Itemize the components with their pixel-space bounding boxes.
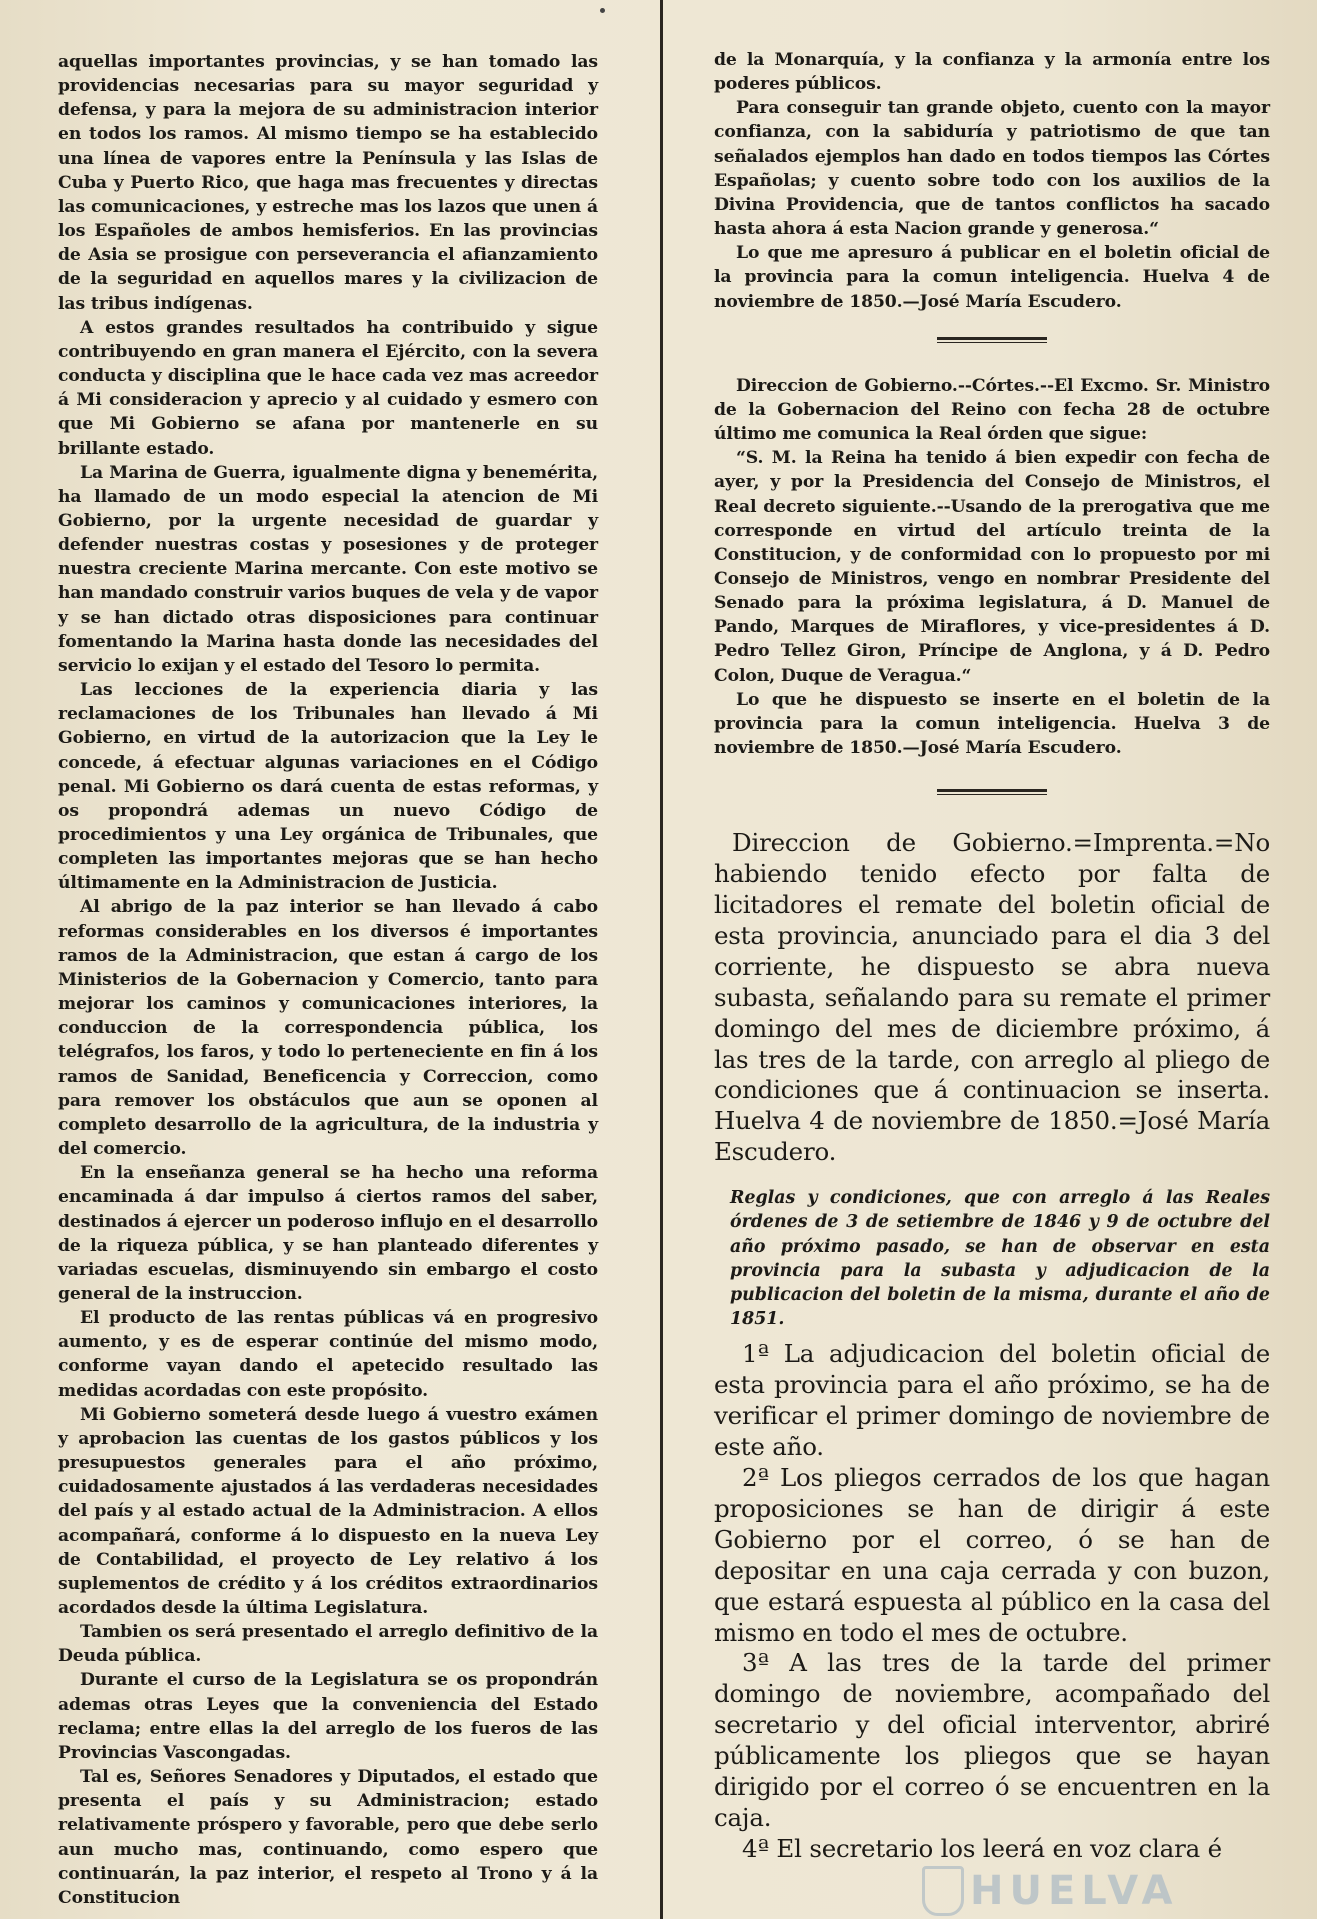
left-paragraph: Al abrigo de la paz interior se han llevado á cabo reformas considerables en los diversos é importantes ramos de la Administracion, que estan á cargo de los Ministerios de la Gobernacion y Comercio, tanto para mejorar los caminos y comunicaciones interiores, la conduccion de la correspondencia pública, los telégrafos, los faros, y todo lo perteneciente en fin á los ramos de Sanidad, Beneficencia y Correccion, como para remover los obstáculos que aun se oponen al completo desarrollo de la agricultura, de la industria y del comercio. <box>58 897 598 1160</box>
left-paragraph: Mi Gobierno someterá desde luego á vuestro exámen y aprobacion las cuentas de los gastos públicos y los presupuestos generales para el año próximo, cuidadosamente ajustados á las verdaderas necesidades del país y al estado actual de la Administracion. A ellos acompañará, conforme á lo dispuesto en la nueva Ley de Contabilidad, el proyecto de Ley relativo á los suplementos de crédito y á los créditos extraordinarios acordados desde la última Legislatura. <box>58 1404 598 1618</box>
right-paragraph: Lo que me apresuro á publicar en el boletin oficial de la provincia para la comun inteligencia. Huelva 4 de noviembre de 1850.—José María Escudero. <box>714 243 1270 312</box>
imprenta-paragraph: Direccion de Gobierno.=Imprenta.=No habiendo tenido efecto por falta de licitadores el remate del boletin oficial de esta provincia, anunciado para el dia 3 del corriente, he dispuesto se abra nueva subasta, señalando para su remate el primer domingo del mes de diciembre próximo, á las tres de la tarde, con arreglo al pliego de condiciones que á continuacion se inserta. Huelva 4 de noviembre de 1850.=José María Escudero. <box>714 828 1270 1167</box>
condition-item: 3ª A las tres de la tarde del primer domingo de noviembre, acompañado del secretario y del oficial interventor, abriré públicamente los pliegos que se hayan dirigido por el correo ó se encuentren en la caja. <box>714 1648 1270 1832</box>
page-mark <box>600 8 605 13</box>
section-rule <box>937 788 1047 798</box>
shield-icon <box>922 1866 964 1916</box>
right-paragraph: de la Monarquía, y la confianza y la armonía entre los poderes públicos. <box>714 50 1270 95</box>
left-paragraph: Las lecciones de la experiencia diaria y las reclamaciones de los Tribunales han llevado á Mi Gobierno, en virtud de la autorizacion que la Ley le concede, á efectuar algunas variaciones en el Código penal. Mi Gobierno os dará cuenta de estas reformas, y os propondrá ademas un nuevo Código de procedimientos y una Ley orgánica de Tribunales, que completen las importantes mejoras que se han hecho últimamente en la Administracion de Justicia. <box>58 680 598 894</box>
left-paragraph: A estos grandes resultados ha contribuido y sigue contribuyendo en gran manera el Ejército, con la severa conducta y disciplina que le hace cada vez mas acreedor á Mi consideracion y aprecio y al cuidado y esmero con que Mi Gobierno se afana por mantenerle en su brillante estado. <box>58 317 598 459</box>
royal-speech-ending <box>714 48 1270 314</box>
right-paragraph: Lo que he dispuesto se inserte en el boletin de la provincia para la comun inteligencia. Huelva 3 de noviembre de 1850.—José María Escudero. <box>714 689 1270 759</box>
condition-item: 2ª Los pliegos cerrados de los que hagan proposiciones se han de dirigir á este Gobierno por el correo, ó se han de depositar en una caja cerrada y con buzon, que estará espuesta al público en la casa del mismo en todo el mes de octubre. <box>714 1463 1270 1647</box>
left-paragraph: aquellas importantes provincias, y se han tomado las providencias necesarias para su mayor seguridad y defensa, y para la mejora de su administracion interior en todos los ramos. Al mismo tiempo se ha establecido una línea de vapores entre la Península y las Islas de Cuba y Puerto Rico, que haga mas frecuentes y directas las comunicaciones, y estreche mas los lazos que unen á los Españoles de ambos hemisferios. En las provincias de Asia se prosigue con perseverancia el afianzamiento de la seguridad en aquellos mares y la civilizacion de las tribus indígenas. <box>58 52 598 314</box>
left-paragraph: Tal es, Señores Senadores y Diputados, el estado que presenta el país y su Administracion; estado relativamente próspero y favorable, pero que debe serlo aun mucho mas, continuando, como espero que continuarán, la paz interior, el respeto al Trono y á la Constitucion <box>58 1767 598 1908</box>
left-paragraph: Durante el curso de la Legislatura se os propondrán ademas otras Leyes que la conveniencia del Estado reclama; entre ellas la del arreglo de los fueros de las Provincias Vascongadas. <box>58 1670 598 1763</box>
condition-item: 4ª El secretario los leerá en voz clara é <box>742 1833 1222 1863</box>
right-column <box>714 48 1270 1865</box>
left-paragraph: Tambien os será presentado el arreglo definitivo de la Deuda pública. <box>58 1622 598 1667</box>
right-paragraph: “S. M. la Reina ha tenido á bien expedir con fecha de ayer, y por la Presidencia del Consejo de Ministros, el Real decreto siguiente.--Usando de la prerogativa que me corresponde en virtud del artículo treinta de la Constitucion, y de conformidad con lo propuesto por mi Consejo de Ministros, vengo en nombrar Presidente del Senado para la próxima legislatura, á D. Manuel de Pando, Marques de Miraflores, y vice-presidentes á D. Pedro Tellez Giron, Príncipe de Anglona, y á D. Pedro Colon, Duque de Veragua.“ <box>714 448 1270 686</box>
section-rule <box>937 336 1047 346</box>
watermark-text: HUELVA <box>970 1868 1179 1914</box>
condition-item: 1ª La adjudicacion del boletin oficial de esta provincia para el año próximo, se ha de verificar el primer domingo de noviembre de este año. <box>714 1339 1270 1462</box>
cortes-notice <box>714 374 1270 761</box>
left-paragraph: La Marina de Guerra, igualmente digna y benemérita, ha llamado de un modo especial la atencion de Mi Gobierno, por la urgente necesidad de guardar y defender nuestras costas y posesiones y de proteger nuestra creciente Marina mercante. Con este motivo se han mandado construir varios buques de vela y de vapor y se han dictado otras disposiciones para continuar fomentando la Marina hasta donde las necesidades del servicio lo exijan y el estado del Tesoro lo permita. <box>58 462 598 676</box>
left-column <box>58 50 598 1910</box>
left-paragraph: El producto de las rentas públicas vá en progresivo aumento, y es de esperar continúe del mismo modo, conforme vayan dando el apetecido resultado las medidas acordadas con este propósito. <box>58 1308 598 1401</box>
right-paragraph: Direccion de Gobierno.--Córtes.--El Excmo. Sr. Ministro de la Gobernacion del Reino con fecha 28 de octubre último me comunica la Real órden que sigue: <box>714 375 1270 445</box>
imprenta-notice <box>714 828 1270 1168</box>
rules-heading: Reglas y condiciones, que con arreglo á las Reales órdenes de 3 de setiembre de 1846 y 9 de octubre del año próximo pasado, se han de observar en esta provincia para la subasta y adjudicacion de la publicacion del boletin de la misma, durante el año de 1851. <box>730 1188 1270 1330</box>
archive-watermark <box>922 1866 1252 1914</box>
conditions-list <box>714 1339 1270 1864</box>
column-divider <box>660 0 663 1919</box>
right-paragraph: Para conseguir tan grande objeto, cuento con la mayor confianza, con la sabiduría y patriotismo de que tan señalados ejemplos han dado en todos tiempos las Córtes Españolas; y cuento sobre todo con los auxilios de la Divina Providencia, que de tantos conflictos ha sacado hasta ahora á esta Nacion grande y generosa.“ <box>714 98 1270 240</box>
left-paragraph: En la enseñanza general se ha hecho una reforma encaminada á dar impulso á ciertos ramos del saber, destinados á ejercer un poderoso influjo en el desarrollo de la riqueza pública, y se han planteado diferentes y variadas escuelas, disminuyendo sin embargo el costo general de la instruccion. <box>58 1163 598 1304</box>
